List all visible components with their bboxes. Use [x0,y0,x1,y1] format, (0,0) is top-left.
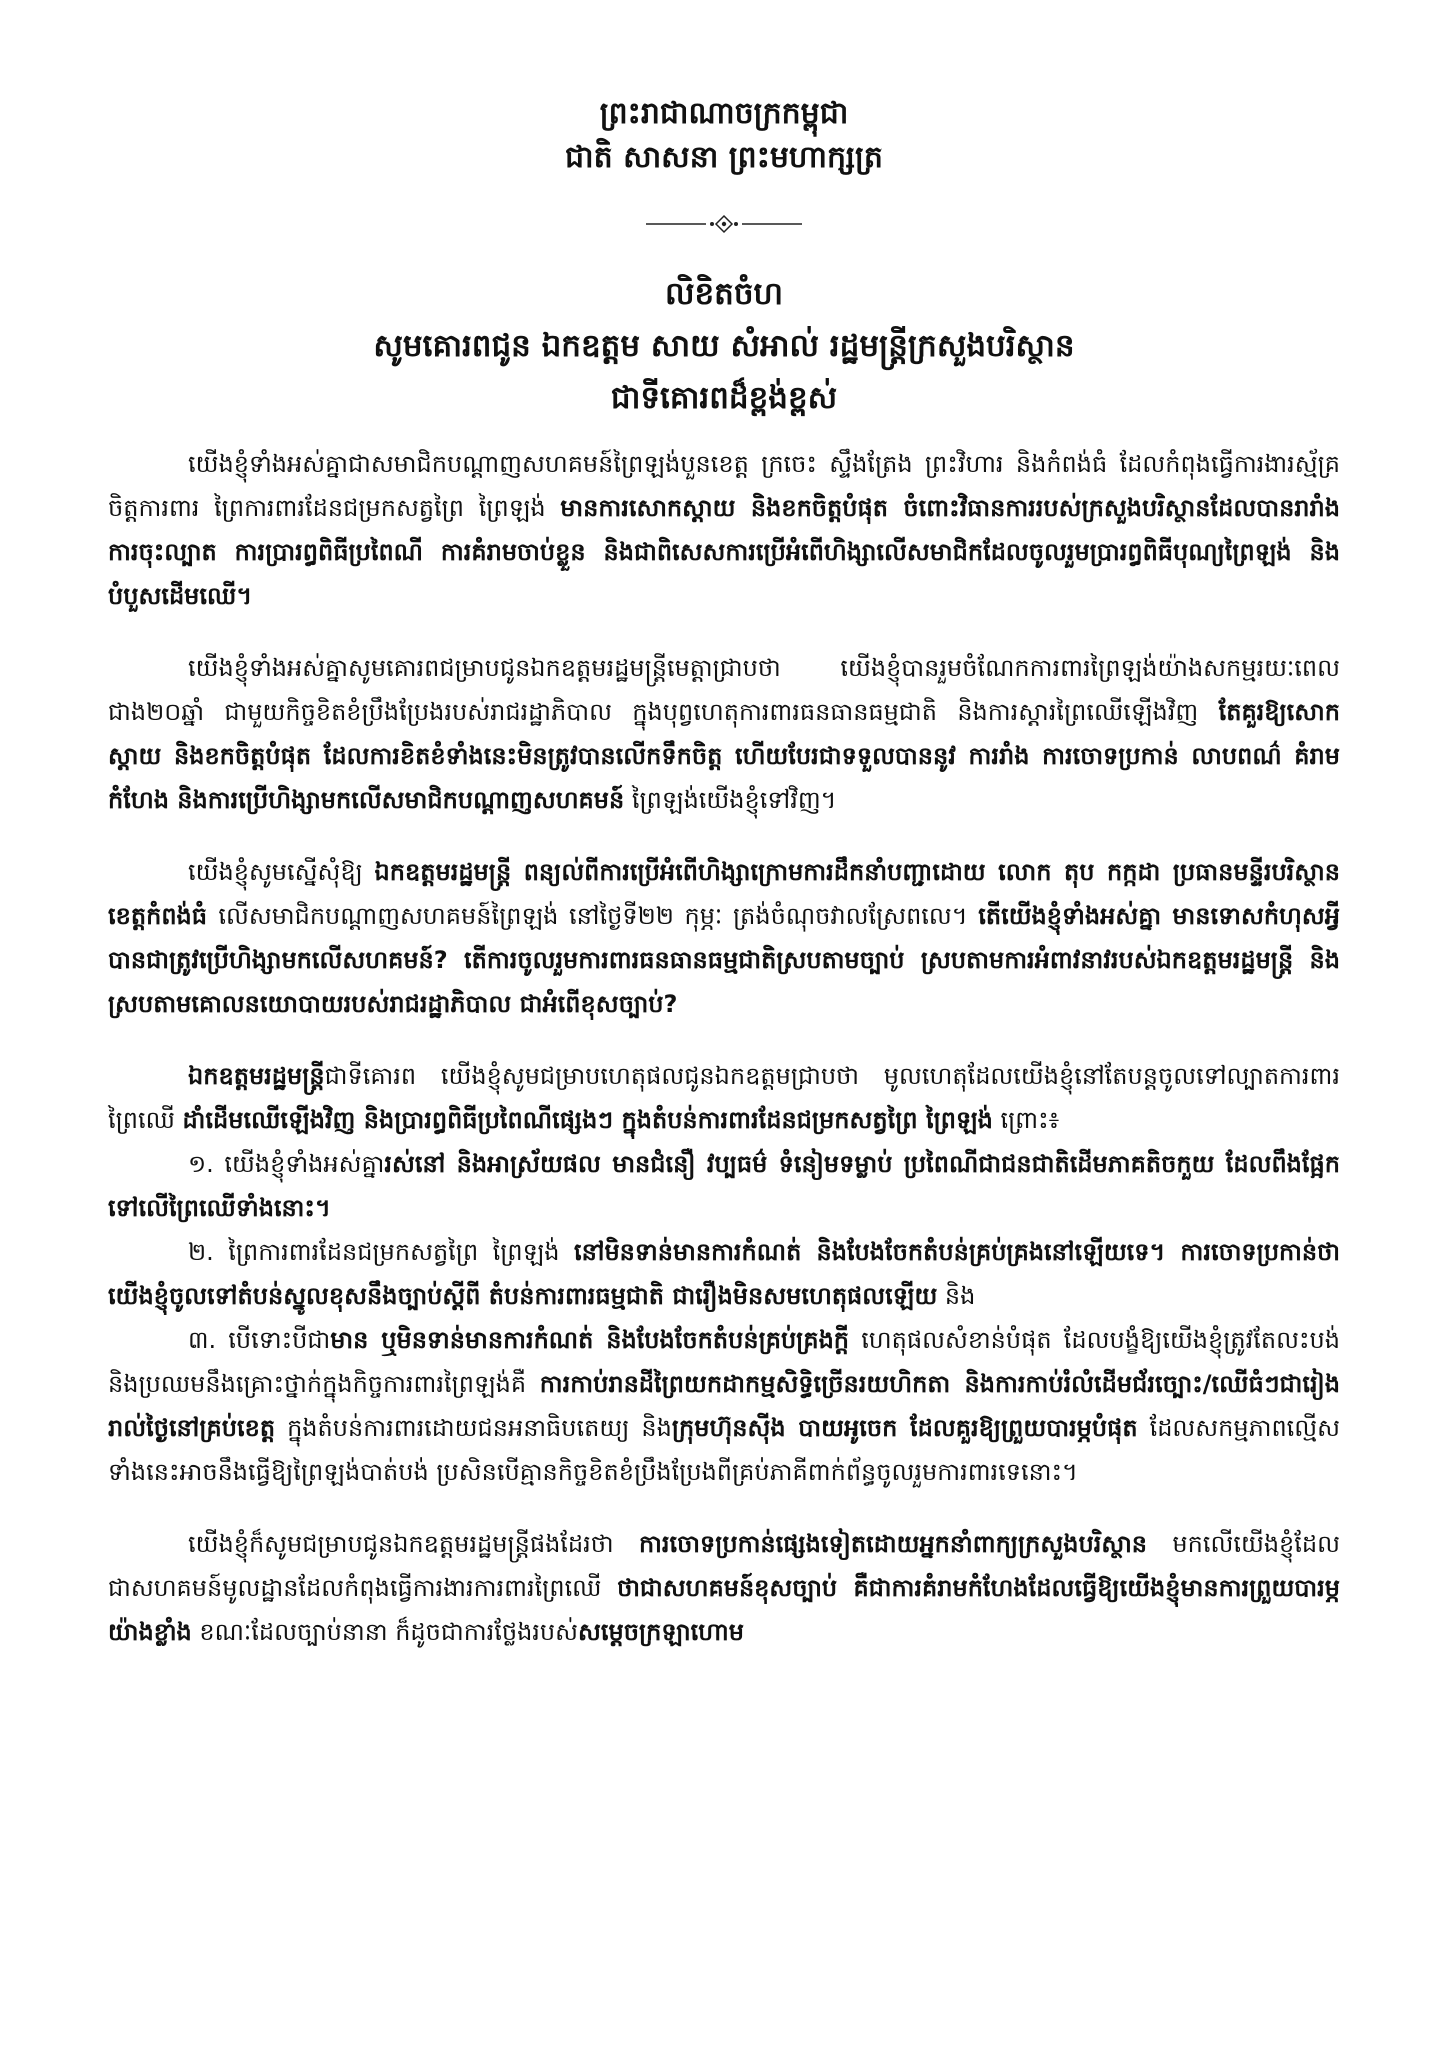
kingdom-header [0,92,1448,180]
paragraph-4-end: ព្រោះ៖ [992,1106,1060,1134]
list-item-3-number: ៣. បើទោះបីជា [188,1326,331,1354]
paragraph-4-bold-2: ដាំដើមឈើឡើងវិញ និងប្រារព្ធពិធីប្រពៃណីផ្សេងៗ ក្នុងតំបន់ការពារដែនជម្រកសត្វព្រៃ ព្រៃឡង់ [182,1106,993,1134]
paragraph-3 [108,850,1340,1026]
national-motto: ជាតិ សាសនា ព្រះមហាក្សត្រ [565,140,883,175]
paragraph-2-text: យើងខ្ញុំទាំងអស់គ្នាសូមគោរពជម្រាបជូនឯកឧត្តមរដ្ឋមន្ត្រីមេត្តាជ្រាបថា យើងខ្ញុំបានរួមចំណែកការពារព្រៃឡង់យ៉ាងសកម្មរយៈពេលជាង២០ឆ្នាំ ជាមួយកិច្ចខិតខំប្រឹងប្រែងរបស់រាជរដ្ឋាភិបាល ក្នុងបុព្វហេតុការពារធនធានធម្មជាតិ និងការស្តារព្រៃឈើឡើងវិញ [108,654,1340,726]
list-item-1-number: ១. យើងខ្ញុំទាំងអស់គ្នា [188,1150,385,1178]
letter-title [0,268,1448,424]
paragraph-1 [108,442,1340,618]
paragraph-3-text: យើងខ្ញុំសូមស្នើសុំឱ្យ [188,858,375,886]
list-item-3-bold-3: ក្រុមហ៊ុនស៊ីង បាយអូចេក ដែលគួរឱ្យព្រួយបារម្ភបំផុត [671,1414,1138,1442]
paragraph-5-bold-2: ថាជាសហគមន៍ខុសច្បាប់ គឺជាការគំរាមកំហែងដែលធ្វើឱ្យយើងខ្ញុំមានការព្រួយបារម្ភយ៉ាងខ្លាំង [108,1574,1341,1646]
list-item-2-end: និង [937,1282,976,1310]
list-item-2-bold: នៅមិនទាន់មានការកំណត់ និងបែងចែកតំបន់គ្រប់គ្រងនៅឡើយទេ។ ការចោទប្រកាន់ថា យើងខ្ញុំចូលទៅតំបន់ស្នូលខុសនឹងច្បាប់ស្តីពី តំបន់ការពារធម្មជាតិ ជារឿងមិនសមហេតុផលឡើយ [108,1238,1340,1310]
paragraph-5 [108,1522,1340,1654]
paragraph-2 [108,646,1340,822]
paragraph-4 [108,1054,1340,1142]
paragraph-5-text-2: មកលើយើងខ្ញុំដែលជាសហគមន៍មូលដ្ឋានដែលកំពុងធ្វើការងារការពារព្រៃឈើ [108,1530,1340,1602]
paragraph-3-questions: តើយើងខ្ញុំទាំងអស់គ្នា មានទោសកំហុសអ្វីបានជាត្រូវប្រើហិង្សាមកលើសហគមន៍? តើការចូលរួមការពារធនធានធម្មជាតិស្របតាមច្បាប់ ស្របតាមការអំពាវនាវរបស់ឯកឧត្តមរដ្ឋមន្ត្រី និងស្របតាមគោលនយោបាយរបស់រាជរដ្ឋាភិបាល ជាអំពើខុសច្បាប់? [108,902,1340,1018]
paragraph-5-bold: ការចោទប្រកាន់ផ្សេងទៀតដោយអ្នកនាំពាក្យក្រសួងបរិស្ថាន [639,1530,1148,1558]
paragraph-2-end: ព្រៃឡង់យើងខ្ញុំទៅវិញ។ [631,786,837,814]
list-item-2 [108,1230,1340,1318]
list-item-3 [108,1318,1340,1494]
paragraph-3-middle: លើសមាជិកបណ្តាញសហគមន៍ព្រៃឡង់ នៅថ្ងៃទី២២ កុម្ភៈ ត្រង់ចំណុចវាលស្រែពលេ។ [218,902,979,930]
paragraph-1-text: យើងខ្ញុំទាំងអស់គ្នាជាសមាជិកបណ្តាញសហគមន៍ព្រៃឡង់បួនខេត្ត ក្រចេះ ស្ទឹងត្រែង ព្រះវិហារ និងកំពង់ធំ ដែលកំពុងធ្វើការងារស្ម័គ្រចិត្តការពារ ព្រៃការពារដែនជម្រកសត្វព្រៃ ព្រៃឡង់ [108,450,1340,522]
paragraph-4-text: ជាទីគោរព យើងខ្ញុំសូមជម្រាបហេតុផលជូនឯកឧត្តមជ្រាបថា មូលហេតុដែលយើងខ្ញុំនៅតែបន្តចូលទៅល្បាតការពារព្រៃឈើ [108,1062,1340,1134]
kingdom-name: ព្រះរាជាណាចក្រកម្ពុជា [599,96,849,131]
paragraph-5-bold-3: សម្តេចក្រឡាហោម [578,1618,744,1646]
paragraph-2-bold: តែគួរឱ្យសោកស្តាយ និងខកចិត្តបំផុត ដែលការខិតខំទាំងនេះមិនត្រូវបានលើកទឹកចិត្ត ហើយបែរជាទទួលបាននូវ ការរាំង ការចោទប្រកាន់ លាបពណ៌ គំរាមកំហែង និងការប្រើហិង្សាមកលើសមាជិកបណ្តាញសហគមន៍ [108,698,1340,814]
title-honorific: ជាទីគោរពដ៏ខ្ពង់ខ្ពស់ [610,380,838,416]
list-item-3-bold-2: ការកាប់រានដីព្រៃយកដាកម្មសិទ្ធិច្រើនរយហិកតា និងការកាប់រំលំដើមជ័រច្បោះ/ឈើធំៗជារៀងរាល់ថ្ងៃនៅគ្រប់ខេត្ត [108,1370,1340,1442]
paragraph-4-bold: ឯកឧត្តមរដ្ឋមន្ត្រី [188,1062,325,1090]
list-item-3-end: ដែលសកម្មភាពល្មើសទាំងនេះអាចនឹងធ្វើឱ្យព្រៃឡង់បាត់បង់ ប្រសិនបើគ្មានកិច្ចខិតខំប្រឹងប្រែងពីគ្រប់ភាគីពាក់ព័ន្ធចូលរួមការពារទេនោះ។ [108,1414,1341,1486]
paragraph-5-text: យើងខ្ញុំក៏សូមជម្រាបជូនឯកឧត្តមរដ្ឋមន្ត្រីផងដែរថា [188,1530,640,1558]
paragraph-5-text-3: ខណៈដែលច្បាប់នានា ក៏ដូចជាការថ្លែងរបស់ [191,1618,579,1646]
list-item-3-bold: មាន ឬមិនទាន់មានការកំណត់ និងបែងចែកតំបន់គ្រប់គ្រងក្តី [330,1326,850,1354]
list-item-3-text: ហេតុផលសំខាន់បំផុត ដែលបង្ខំឱ្យយើងខ្ញុំត្រូវតែលះបង់ និងប្រឈមនឹងគ្រោះថ្នាក់ក្នុងកិច្ចការពារព្រៃឡង់គឺ [108,1326,1340,1398]
title-open-letter: លិខិតចំហ [664,276,784,312]
title-addressee: សូមគោរពជូន ឯកឧត្តម សាយ សំអាល់ រដ្ឋមន្ត្រីក្រសួងបរិស្ថាន [373,328,1075,364]
list-item-3-text-2: ក្នុងតំបន់ការពារដោយជនអនាធិបតេយ្យ និង [275,1414,672,1442]
ornamental-divider [646,214,802,234]
paragraph-3-bold: ឯកឧត្តមរដ្ឋមន្ត្រី ពន្យល់ពីការប្រើអំពើហិង្សាក្រោមការដឹកនាំបញ្ជាដោយ លោក តុប កក្កដា ប្រធានមន្ទីរបរិស្ថានខេត្តកំពង់ធំ [108,858,1340,930]
list-item-2-number: ២. ព្រៃការពារដែនជម្រកសត្វព្រៃ ព្រៃឡង់ [188,1238,574,1266]
list-item-1 [108,1142,1340,1230]
letter-body [108,442,1340,1682]
list-item-1-bold: រស់នៅ និងអាស្រ័យផល មានជំនឿ វប្បធម៌ ទំនៀមទម្លាប់ ប្រពៃណីជាជនជាតិដើមភាគតិចកួយ ដែលពឹងផ្អែកទៅលើព្រៃឈើទាំងនោះ។ [108,1150,1340,1222]
paragraph-1-bold: មានការសោកស្តាយ និងខកចិត្តបំផុត ចំពោះវិធានការរបស់ក្រសួងបរិស្ថានដែលបានរារាំង ការចុះល្បាត ការប្រារព្ធពិធីប្រពៃណី ការគំរាមចាប់ខ្លួន និងជាពិសេសការប្រើអំពើហិង្សាលើសមាជិកដែលចូលរួមប្រារព្ធពិធីបុណ្យព្រៃឡង់ និងបំបួសដើមឈើ។ [108,494,1341,610]
